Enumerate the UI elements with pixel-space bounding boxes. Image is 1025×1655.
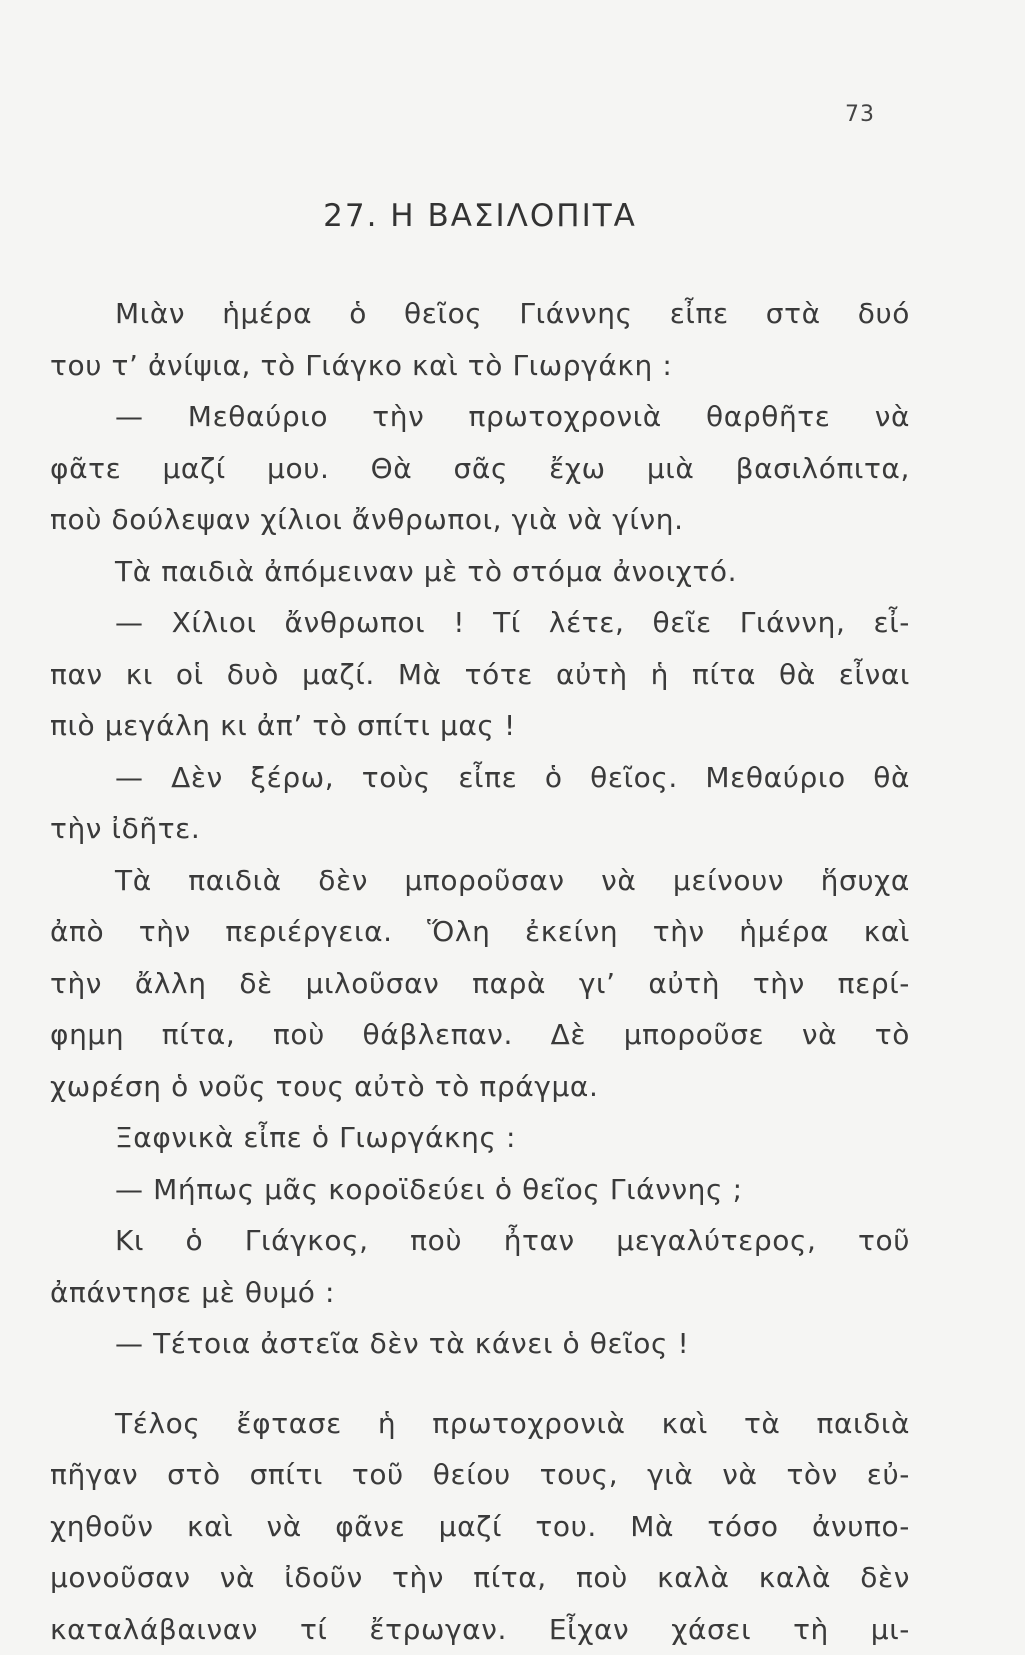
text-line: μονοῦσαν νὰ ἰδοῦν τὴν πίτα, ποὺ καλὰ καλὰ δὲν — [50, 1552, 910, 1604]
text-line: — Μεθαύριο τὴν πρωτοχρονιὰ θαρθῆτε νὰ — [50, 391, 910, 443]
text-line: — Δὲν ξέρω, τοὺς εἶπε ὁ θεῖος. Μεθαύριο θὰ — [50, 752, 910, 804]
text-line: πῆγαν στὸ σπίτι τοῦ θείου τους, γιὰ νὰ τὸν εὐ- — [50, 1449, 910, 1501]
text-line: Τέλος ἔφτασε ἡ πρωτοχρονιὰ καὶ τὰ παιδιὰ — [50, 1398, 910, 1450]
text-line: τὴν ἄλλη δὲ μιλοῦσαν παρὰ γι’ αὐτὴ τὴν περί- — [50, 958, 910, 1010]
text-line: χηθοῦν καὶ νὰ φᾶνε μαζί του. Μὰ τόσο ἀνυπο- — [50, 1501, 910, 1553]
text-line: πιὸ μεγάλη κι ἀπ’ τὸ σπίτι μας ! — [50, 700, 910, 752]
text-line: Κι ὁ Γιάγκος, ποὺ ἦταν μεγαλύτερος, τοῦ — [50, 1215, 910, 1267]
text-line: ἀπὸ τὴν περιέργεια. Ὅλη ἐκείνη τὴν ἡμέρα καὶ — [50, 906, 910, 958]
text-line: — Χίλιοι ἄνθρωποι ! Τί λέτε, θεῖε Γιάννη, εἶ- — [50, 597, 910, 649]
text-line: Ξαφνικὰ εἶπε ὁ Γιωργάκης : — [50, 1112, 910, 1164]
text-line: καταλάβαιναν τί ἔτρωγαν. Εἶχαν χάσει τὴ μι- — [50, 1604, 910, 1655]
page-number: 73 — [845, 102, 875, 127]
text-line: Μιὰν ἡμέρα ὁ θεῖος Γιάννης εἶπε στὰ δυό — [50, 288, 910, 340]
text-line: — Τέτοια ἀστεῖα δὲν τὰ κάνει ὁ θεῖος ! — [50, 1318, 910, 1370]
chapter-title: 27. Η ΒΑΣΙΛΟΠΙΤΑ — [0, 198, 960, 234]
text-line: χωρέση ὁ νοῦς τους αὐτὸ τὸ πράγμα. — [50, 1061, 910, 1113]
text-line: φᾶτε μαζί μου. Θὰ σᾶς ἔχω μιὰ βασιλόπιτα, — [50, 443, 910, 495]
text-line: Τὰ παιδιὰ ἀπόμειναν μὲ τὸ στόμα ἀνοιχτό. — [50, 546, 910, 598]
text-line: ποὺ δούλεψαν χίλιοι ἄνθρωποι, γιὰ νὰ γίνη. — [50, 494, 910, 546]
text-line: φημη πίτα, ποὺ θάβλεπαν. Δὲ μποροῦσε νὰ τὸ — [50, 1009, 910, 1061]
text-line: — Μήπως μᾶς κοροϊδεύει ὁ θεῖος Γιάννης ; — [50, 1164, 910, 1216]
chapter-body — [50, 288, 910, 1655]
text-line: Τὰ παιδιὰ δὲν μποροῦσαν νὰ μείνουν ἥσυχα — [50, 855, 910, 907]
paragraph-gap — [50, 1370, 910, 1398]
text-line: του τ’ ἀνίψια, τὸ Γιάγκο καὶ τὸ Γιωργάκη : — [50, 340, 910, 392]
text-line: τὴν ἰδῆτε. — [50, 803, 910, 855]
text-line: ἀπάντησε μὲ θυμό : — [50, 1267, 910, 1319]
text-line: παν κι οἱ δυὸ μαζί. Μὰ τότε αὐτὴ ἡ πίτα θὰ εἶναι — [50, 649, 910, 701]
